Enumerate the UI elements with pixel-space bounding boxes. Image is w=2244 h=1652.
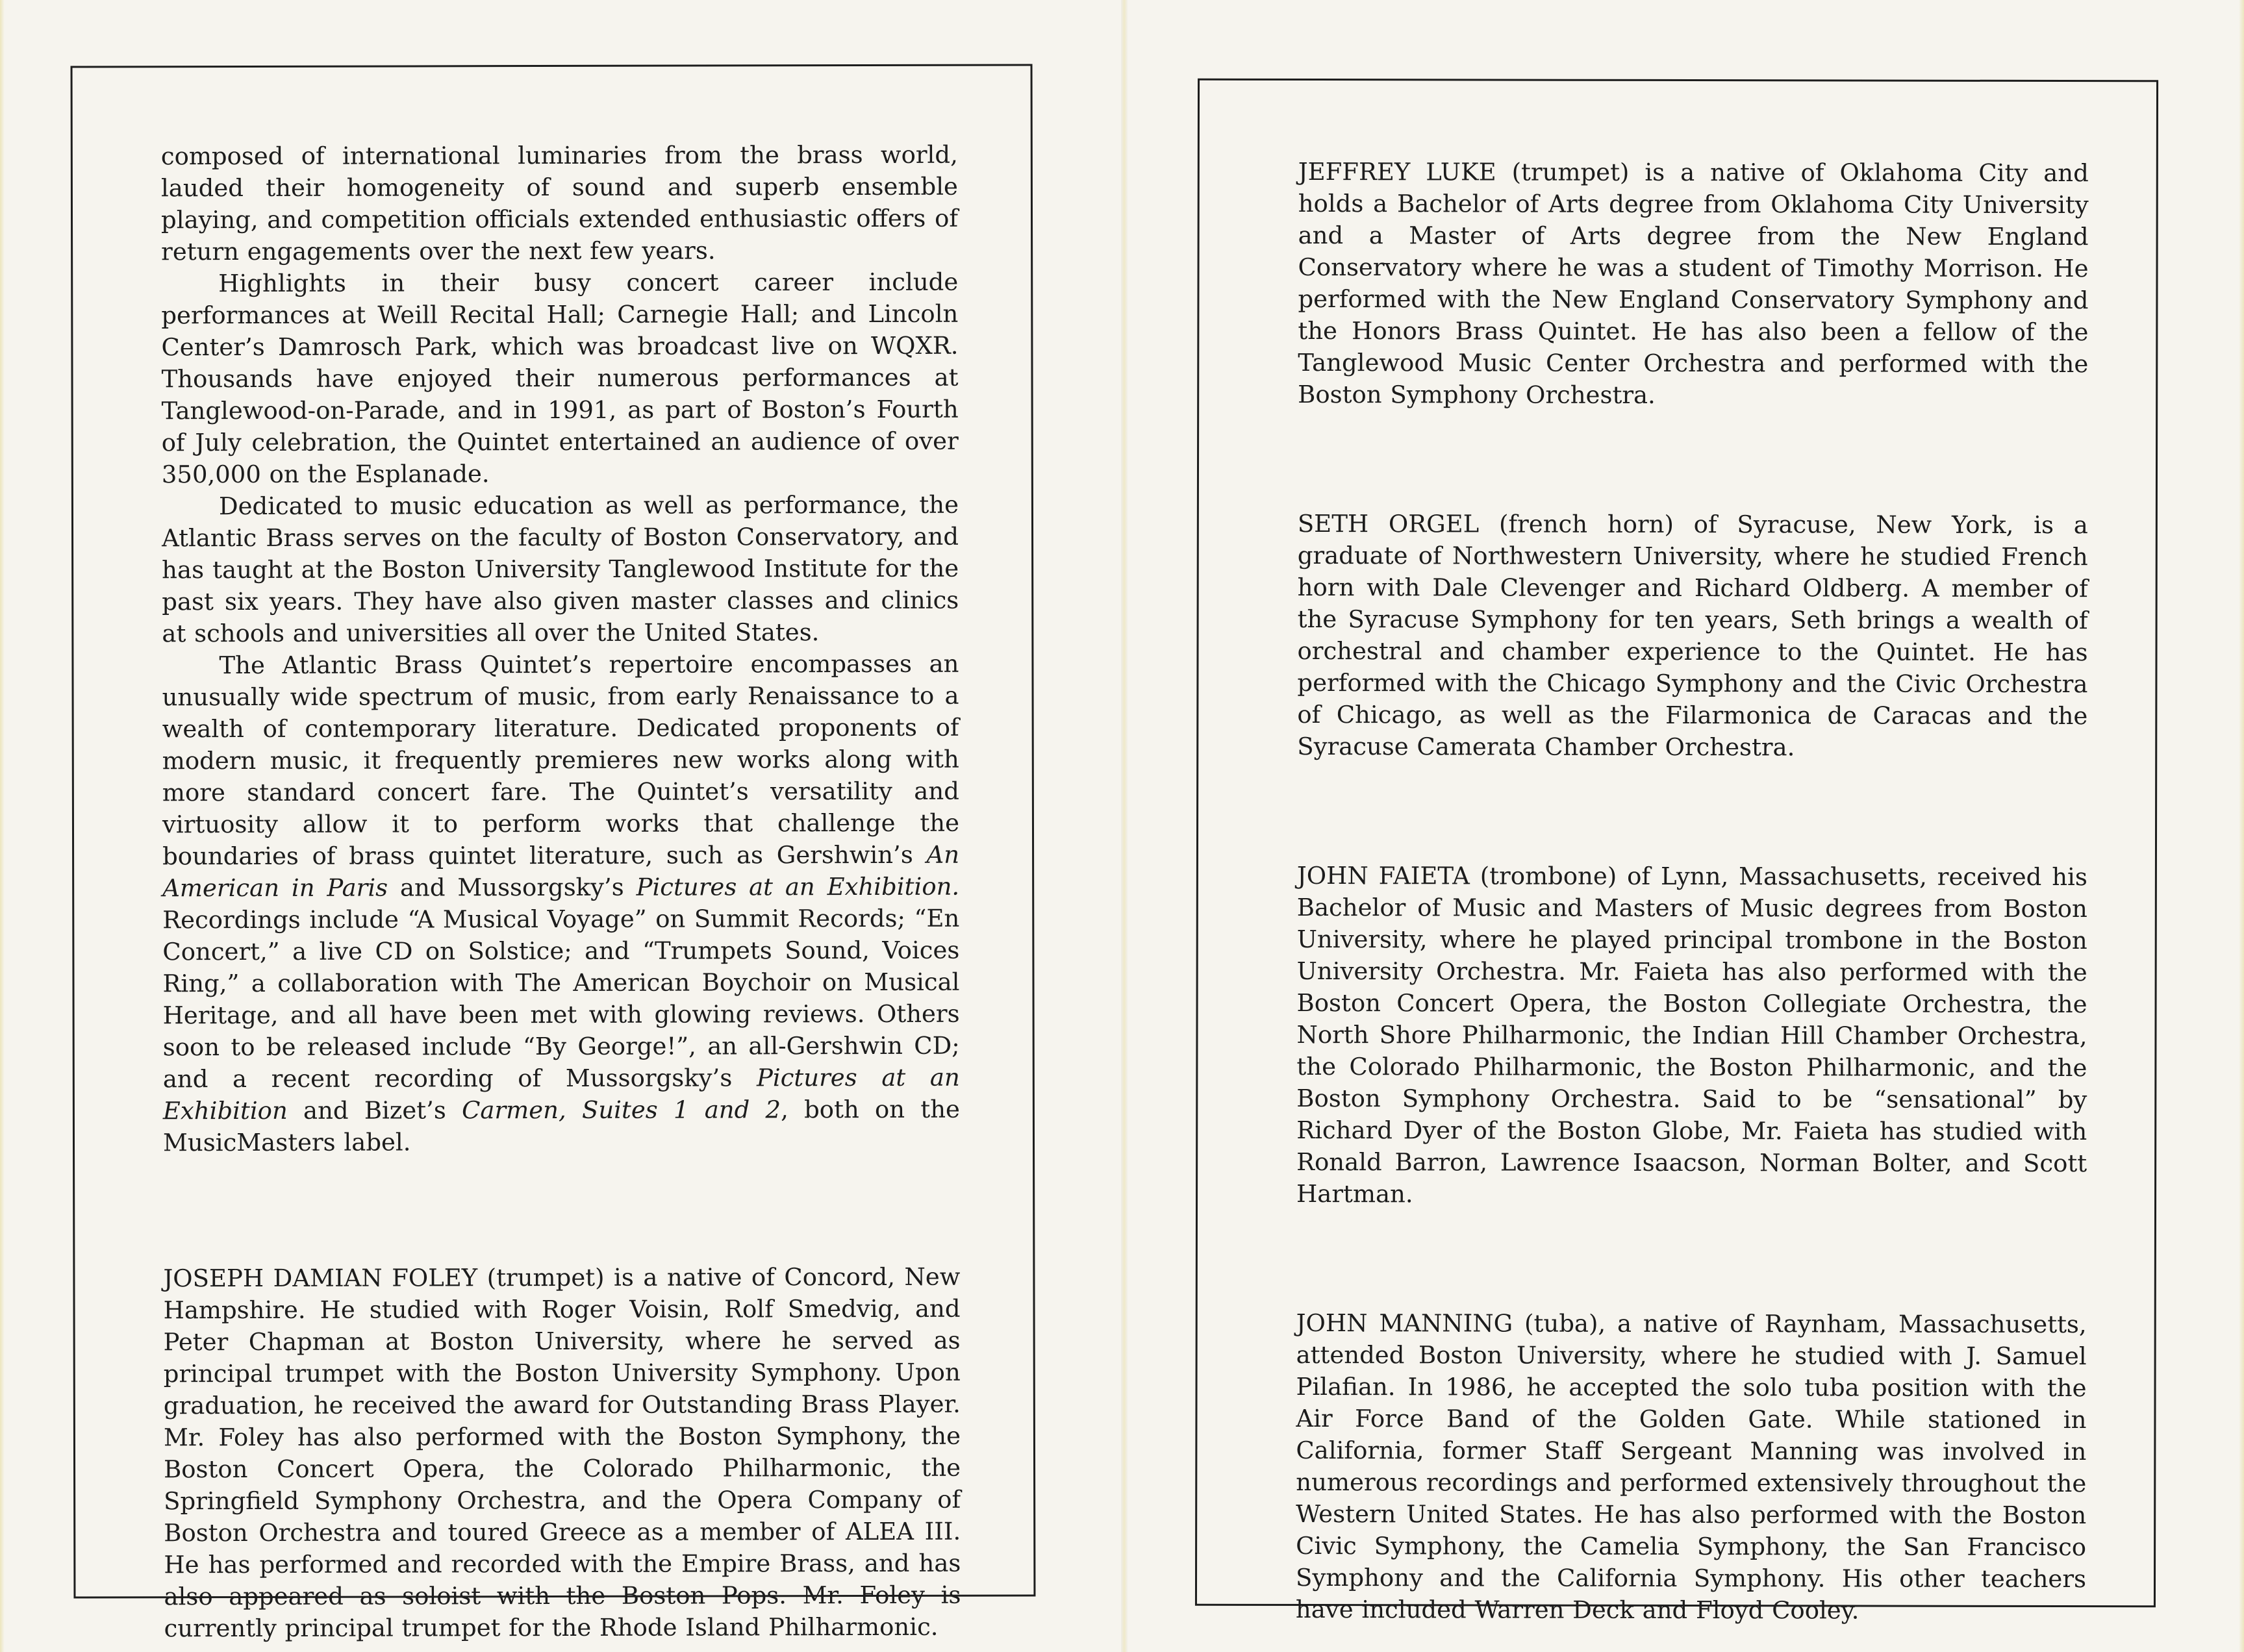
paragraph-music-education xyxy=(162,489,959,650)
right-page xyxy=(1195,79,2158,1625)
body-text: and Bizet’s xyxy=(287,1096,462,1125)
body-text: Highlights in their busy concert career include performances at Weill Recital Hall; Carnegie Hall; and Lincoln Center’s Damrosch Park, which was broadcast live on WQXR. Thousands have enjoyed their numerous performances at Tanglewood-on-Parade, and in 1991, as part of Boston’s Fourth of July celebration, the Quintet entertained an audience of over 350,000 on the Esplanade. xyxy=(161,268,959,489)
italic-title-text: Pictures at an Exhibition xyxy=(162,1063,960,1125)
scan-edge-artifact-right xyxy=(2239,0,2244,1652)
bio-john-manning xyxy=(1296,1307,2087,1627)
body-text: JEFFREY LUKE (trumpet) is a native of Oklahoma City and holds a Bachelor of Arts degree from Oklahoma City University and a Master of Arts degree from the New England Conservatory where he was a student of Timothy Morrison. He performed with the New England Conservatory Symphony and the Honors Brass Quintet. He has also been a fellow of the Tanglewood Music Center Orchestra and performed with the Boston Symphony Orchestra. xyxy=(1298,157,2089,409)
bio-joseph-damian-foley xyxy=(163,1261,961,1645)
italic-title-text: Pictures at an Exhibition. xyxy=(636,872,960,901)
paragraph-concert-highlights xyxy=(161,266,959,491)
body-text: The Atlantic Brass Quintet’s repertoire encompasses an unusually wide spectrum of music, from early Renaissance to a wealth of contemporary literature. Dedicated proponents of modern music, it frequently premieres new works along with more standard concert fare. The Quintet’s versatility and virtuosity allow it to perform works that challenge the boundaries of brass quintet literature, such as Gershwin’s xyxy=(162,649,960,871)
right-page-text-block xyxy=(1197,81,2156,1627)
italic-title-text: Carmen, Suites 1 and 2 xyxy=(462,1095,781,1125)
paragraph-ensemble-acclaim xyxy=(161,139,958,268)
body-text: JOHN MANNING (tuba), a native of Raynham, Massachusetts, attended Boston University, where he studied with J. Samuel Pilafian. In 1986, he accepted the solo tuba position with the Air Force Band of the Golden Gate. While stationed in California, former Staff Sergeant Manning was involved in numerous recordings and performed extensively throughout the Western United States. He has also performed with the Boston Civic Symphony, the Camelia Symphony, the San Francisco Symphony and the California Symphony. His other teachers have included Warren Deck and Floyd Cooley. xyxy=(1295,1308,2087,1625)
left-page-text-block xyxy=(73,66,1034,1644)
left-page xyxy=(71,64,1036,1643)
body-text: Dedicated to music education as well as performance, the Atlantic Brass serves on the faculty of Boston Conservatory, and has taught at the Boston University Tanglewood Institute for the past six years. They have also given master classes and clinics at schools and universities all over the United States. xyxy=(162,490,959,648)
bio-john-faieta xyxy=(1296,860,2087,1211)
body-text: , both on the MusicMasters label. xyxy=(162,1095,960,1157)
paragraph-repertoire xyxy=(162,648,960,1159)
body-text: composed of international luminaries from the brass world, lauded their homogeneity of sound and superb ensemble playing, and competition officials extended enthusiastic offers of return engagements over the next few years. xyxy=(160,140,959,266)
body-text: JOHN FAIETA (trombone) of Lynn, Massachusetts, received his Bachelor of Music and Masters of Music degrees from Boston University, where he played principal trombone in the Boston University Orchestra. Mr. Faieta has also performed with the Boston Concert Opera, the Boston Collegiate Orchestra, the North Shore Philharmonic, the Indian Hill Chamber Orchestra, the Colorado Philharmonic, the Boston Philharmonic, and the Boston Symphony Orchestra. Said to be “sensational” by Richard Dyer of the Boston Globe, Mr. Faieta has studied with Ronald Barron, Lawrence Isaacson, Norman Bolter, and Scott Hartman. xyxy=(1296,861,2087,1208)
body-text: SETH ORGEL (french horn) of Syracuse, New York, is a graduate of Northwestern University, where he studied French horn with Dale Clevenger and Richard Oldberg. A member of the Syracuse Symphony for ten years, Seth brings a wealth of orchestral and chamber experience to the Quintet. He has performed with the Chicago Symphony and the Civic Orchestra of Chicago, as well as the Filarmonica de Caracas and the Syracuse Camerata Chamber Orchestra. xyxy=(1297,509,2088,762)
scan-gutter-fold xyxy=(1121,0,1128,1652)
italic-title-text: An American in Paris xyxy=(162,840,960,903)
bio-seth-orgel xyxy=(1297,508,2088,764)
bio-jeffrey-luke xyxy=(1298,156,2089,412)
body-text: JOSEPH DAMIAN FOLEY (trumpet) is a native of Concord, New Hampshire. He studied with Roger Voisin, Rolf Smedvig, and Peter Chapman at Boston University, where he served as principal trumpet with the Boston University Symphony. Upon graduation, he received the award for Outstanding Brass Player. Mr. Foley has also performed with the Boston Symphony, the Boston Concert Opera, the Colorado Philharmonic, the Springfield Symphony Orchestra, and the Opera Company of Boston Orchestra and toured Greece as a member of ALEA III. He has performed and recorded with the Empire Brass, and has also appeared as soloist with the Boston Pops. Mr. Foley is currently principal trumpet for the Rhode Island Philharmonic. xyxy=(163,1262,961,1643)
body-text: Recordings include “A Musical Voyage” on Summit Records; “En Concert,” a live CD on Solstice; and “Trumpets Sound, Voices Ring,” a collaboration with The American Boychoir on Musical Heritage, and all have been met with glowing reviews. Others soon to be released include “By George!”, an all-Gershwin CD; and a recent recording of Mussorgsky’s xyxy=(162,904,960,1094)
body-text: and Mussorgsky’s xyxy=(388,873,637,902)
scan-edge-artifact-left xyxy=(0,0,5,1652)
